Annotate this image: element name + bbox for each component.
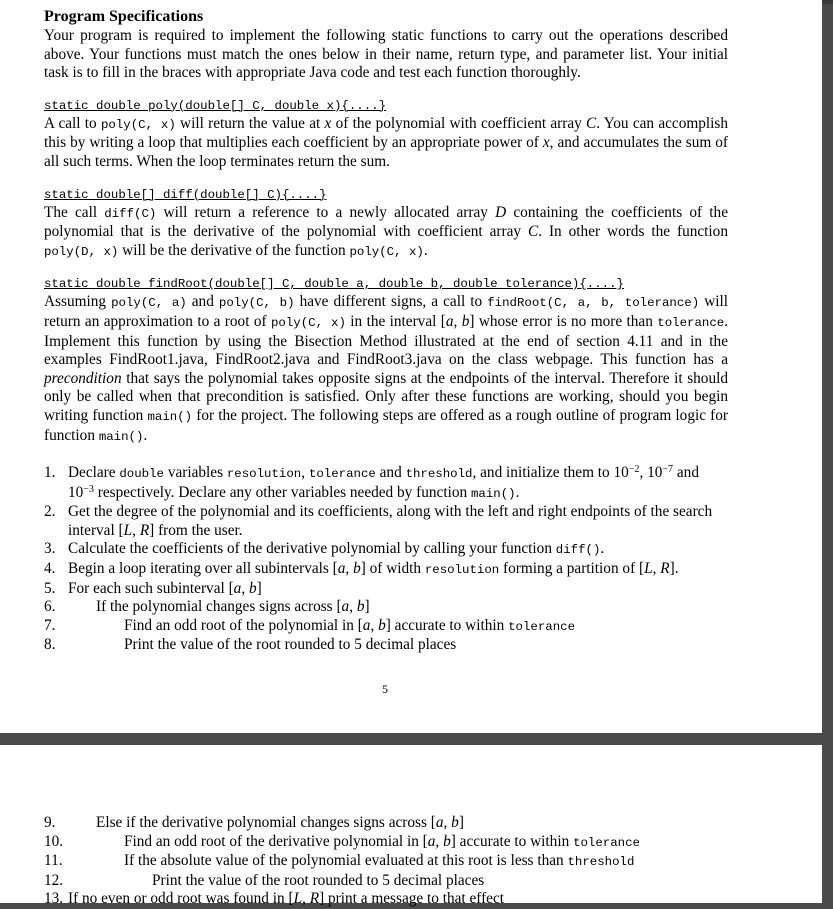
list-item: 11. If the absolute value of the polynomial evaluated at this root is less than threshold — [44, 852, 635, 870]
list-item: 8. Print the value of the root rounded to 5 decimal places — [44, 636, 457, 654]
diff-signature: static double[] diff(double[] C){....} — [44, 187, 327, 202]
intro-paragraph: Your program is required to implement the following static functions to carry out the operations described above. Your functions must match the ones below in their name, return type, and parameter list. Your initial task is to fill in the braces with appropriate Java code and test each function thoroughly. — [44, 27, 728, 82]
poly-signature: static double poly(double[] C, double x){....} — [44, 98, 387, 113]
main-steps-list-continued — [44, 814, 728, 908]
document-page-6 — [0, 745, 822, 908]
section-heading: Program Specifications — [44, 8, 204, 25]
list-item: 9. Else if the derivative polynomial changes signs across [a, b] — [44, 814, 464, 831]
findroot-signature: static double findRoot(double[] C, double a, double b, double tolerance){....} — [44, 277, 624, 292]
findroot-function-block — [44, 275, 728, 446]
list-item: 6. If the polynomial changes signs across [a, b] — [44, 598, 370, 616]
list-item: 13. If no even or odd root was found in [L, R] print a message to that effect — [44, 890, 505, 908]
diff-description: The call diff(C) will return a reference to a newly allocated array D containing the coefficients of the polynomial that is the derivative of the polynomial with coefficient array C. In other words the function poly(D, x) will be the derivative of the function poly(C, x). — [44, 203, 728, 259]
diff-function-block — [44, 186, 728, 262]
list-item: 7. Find an odd root of the polynomial in [a, b] accurate to within tolerance — [44, 616, 575, 634]
main-steps-list — [44, 464, 728, 655]
list-item: 12. Print the value of the root rounded to 5 decimal places — [44, 871, 485, 889]
list-item: 3. Calculate the coefficients of the derivative polynomial by calling your function diff(). — [44, 540, 605, 558]
poly-description: A call to poly(C, x) will return the value at x of the polynomial with coefficient array C. You can accomplish this by writing a loop that multiplies each coefficient by an appropriate power of x, and accumulates the sum of all such terms. When the loop terminates return the sum. — [44, 114, 729, 170]
page-number: 5 — [382, 682, 388, 696]
page-5-content — [44, 7, 728, 655]
list-item: 4. Begin a loop iterating over all subintervals [a, b] of width resolution forming a partition of [L, R]. — [44, 560, 679, 578]
list-item: 2. Get the degree of the polynomial and its coefficients, along with the left and right endpoints of the search interval [L, R] from the user. — [44, 503, 713, 539]
page-6-content — [44, 814, 728, 908]
list-item: 5. For each such subinterval [a, b] — [44, 579, 262, 597]
list-item: 1. Declare double variables resolution, tolerance and threshold, and initialize them to $10^{-2}$, $10^{-7}$ and $10^{-3}$ respectively. Declare any other variables needed by function main(). — [44, 464, 699, 501]
list-item: 10. Find an odd root of the derivative polynomial in [a, b] accurate to within tolerance — [44, 832, 640, 850]
poly-function-block — [44, 97, 728, 172]
findroot-description: Assuming poly(C, a) and poly(C, b) have different signs, a call to findRoot(C, a, b, tolerance) will return an approximation to a root of poly(C, x) in the interval [a, b] whose error is no more than tolerance. Implement this function by using the Bisection Method illustrated at the end of section 4.11 and in the examples FindRoot1.java, FindRoot2.java and FindRoot3.java on the class webpage. This function has a precondition that says the polynomial takes opposite signs at the endpoints of the interval. Therefore it should only be called when that precondition is satisfied. Only after these functions are working, should you begin writing function main() for the project. The following steps are offered as a rough outline of program logic for function main(). — [44, 293, 729, 444]
